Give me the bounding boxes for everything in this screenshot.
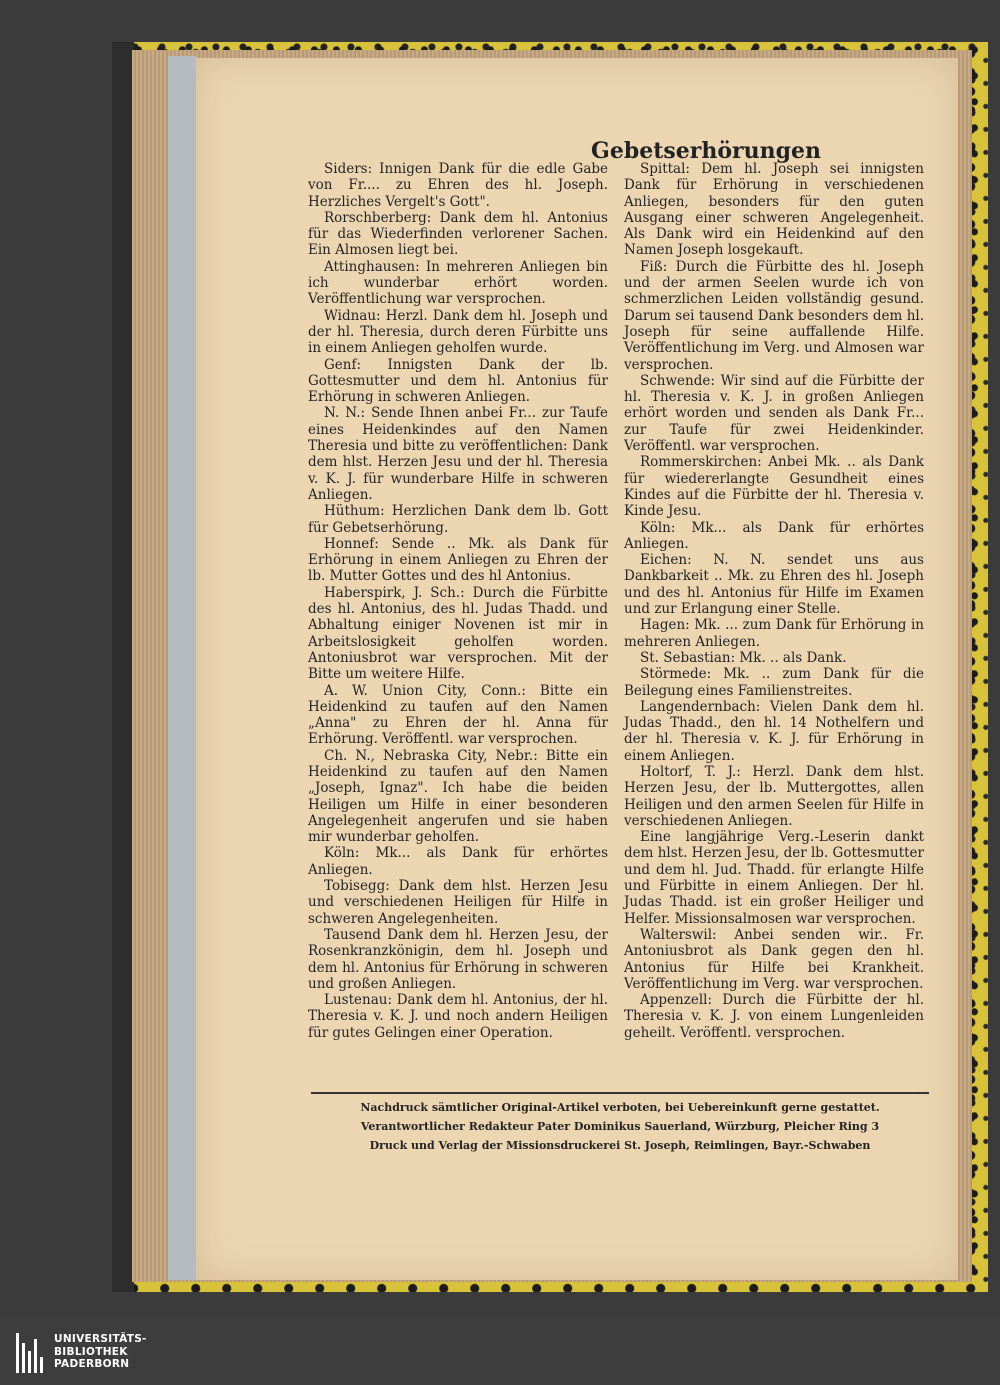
notice-paragraph: Appenzell: Durch die Fürbitte der hl. Theresia v. K. J. von einem Lungenleiden geheilt. Veröffentl. versprochen. — [624, 992, 924, 1041]
notice-paragraph: Störmede: Mk. .. zum Dank für die Beilegung eines Familienstreites. — [624, 666, 924, 699]
notice-paragraph: Haberspirk, J. Sch.: Durch die Fürbitte des hl. Antonius, des hl. Judas Thadd. und Abhaltung einiger Novenen ist mir in Arbeitslosigkeit geholfen worden. Antoniusbrot war versprochen. Mit der Bitte um weitere Hilfe. — [308, 584, 608, 683]
book-spine — [112, 42, 134, 1292]
footer-divider — [311, 1092, 929, 1094]
notice-paragraph: Fiß: Durch die Fürbitte des hl. Joseph und der armen Seelen wurde ich von schmerzlichen Leiden vollständig gesund. Darum sei tausend Dank besonders dem hl. Joseph für seine auffallende Hilfe. Veröffentlichung im Verg. und Almosen war versprochen. — [624, 258, 924, 373]
notice-paragraph: Siders: Innigen Dank für die edle Gabe von Fr.... zu Ehren des hl. Joseph. Herzliches Vergelt's Gott". — [308, 161, 608, 210]
notice-paragraph: Langendernbach: Vielen Dank dem hl. Judas Thadd., den hl. 14 Nothelfern und der hl. Theresia v. K. J. für Erhörung in einem Anliegen. — [624, 698, 924, 764]
page-title: Gebetserhörungen — [591, 138, 821, 164]
imprint-footer — [311, 1098, 929, 1155]
library-logo-line: UNIVERSITÄTS- — [54, 1333, 147, 1345]
notice-paragraph: Rommerskirchen: Anbei Mk. .. als Dank für wiedererlangte Gesundheit eines Kindes auf die Fürbitte der hl. Theresia v. Kinde Jesu. — [624, 454, 924, 520]
notice-paragraph: Spittal: Dem hl. Joseph sei innigsten Dank für Erhörung in verschiedenen Anliegen, besonders für den guten Ausgang einer schweren Angelegenheit. Als Dank wird ein Heidenkind auf den Namen Joseph losgekauft. — [624, 161, 924, 259]
notice-paragraph: Hüthum: Herzlichen Dank dem lb. Gott für Gebetserhörung. — [308, 503, 608, 536]
notice-paragraph: Holtorf, T. J.: Herzl. Dank dem hlst. Herzen Jesu, der lb. Muttergottes, allen Heiligen und den armen Seelen für Hilfe in verschiedenen Anliegen. — [624, 763, 924, 829]
notice-paragraph: Eichen: N. N. sendet uns aus Dankbarkeit .. Mk. zu Ehren des hl. Joseph und des hl. Antonius für Hilfe im Examen und zur Erlangung einer Stelle. — [624, 552, 924, 618]
library-logo-line: BIBLIOTHEK — [54, 1345, 128, 1358]
notice-paragraph: Köln: Mk... als Dank für erhörtes Anliegen. — [624, 519, 924, 552]
notice-paragraph: Tobisegg: Dank dem hlst. Herzen Jesu und verschiedenen Heiligen für Hilfe in schweren Angelegenheiten. — [308, 878, 608, 927]
copyright-notice: Nachdruck sämtlicher Original-Artikel verboten, bei Uebereinkunft gerne gestattet. — [360, 1101, 880, 1114]
page-margin-strip — [168, 56, 196, 1280]
notice-paragraph: Rorschberberg: Dank dem hl. Antonius für das Wiederfinden verlorener Sachen. Ein Almosen liegt bei. — [308, 209, 608, 259]
library-logo-line: PADERBORN — [54, 1358, 130, 1371]
notice-paragraph: N. N.: Sende Ihnen anbei Fr... zur Taufe eines Heidenkindes auf den Namen Theresia und bitte zu veröffentlichen: Dank dem hlst. Herzen Jesu und der hl. Theresia v. K. J. für wunderbare Hilfe in schweren Anliegen. — [308, 405, 608, 503]
library-logo-icon — [16, 1333, 50, 1373]
notice-paragraph: Eine langjährige Verg.-Leserin dankt dem hlst. Herzen Jesu, der lb. Gottesmutter und dem hl. Jud. Thadd. für erlangte Hilfe und Fürbitte in einem Anliegen. Der hl. Judas Thadd. ist ein großer Heiliger und Helfer. Missionsalmosen war versprochen. — [624, 829, 924, 927]
library-logo — [16, 1333, 166, 1373]
notice-paragraph: Schwende: Wir sind auf die Fürbitte der hl. Theresia v. K. J. in großen Anliegen erhört worden und senden als Dank Fr... zur Taufe für zwei Heidenkinder. Veröffentl. war versprochen. — [624, 372, 924, 455]
right-column — [624, 161, 924, 1041]
publisher-line: Druck und Verlag der Missionsdruckerei St. Joseph, Reimlingen, Bayr.-Schwaben — [369, 1139, 871, 1152]
notice-paragraph: Widnau: Herzl. Dank dem hl. Joseph und der hl. Theresia, durch deren Fürbitte uns in einem Anliegen geholfen wurde. — [308, 307, 608, 357]
library-logo-text — [54, 1333, 147, 1371]
notice-paragraph: Hagen: Mk. ... zum Dank für Erhörung in mehreren Anliegen. — [624, 617, 924, 650]
notice-paragraph: St. Sebastian: Mk. .. als Dank. — [640, 649, 847, 666]
notice-paragraph: Tausend Dank dem hl. Herzen Jesu, der Rosenkranzkönigin, dem hl. Joseph und dem hl. Antonius für Erhörung in schweren und großen Anliegen. — [308, 926, 608, 992]
notice-paragraph: Walterswil: Anbei senden wir.. Fr. Antoniusbrot als Dank gegen den hl. Antonius für Hilfe bei Krankheit. Veröffentlichung im Verg. war versprochen. — [624, 926, 924, 992]
notice-paragraph: Genf: Innigsten Dank der lb. Gottesmutter und dem hl. Antonius für Erhörung in schweren Anliegen. — [308, 356, 608, 406]
editor-line: Verantwortlicher Redakteur Pater Dominikus Sauerland, Würzburg, Pleicher Ring 3 — [360, 1120, 880, 1133]
document-page — [196, 58, 958, 1280]
notice-paragraph: Lustenau: Dank dem hl. Antonius, der hl. Theresia v. K. J. und noch andern Heiligen für gutes Gelingen einer Operation. — [308, 992, 608, 1041]
notice-paragraph: Honnef: Sende .. Mk. als Dank für Erhörung in einem Anliegen zu Ehren der lb. Mutter Gottes und des hl Antonius. — [308, 535, 608, 585]
notice-paragraph: Köln: Mk... als Dank für erhörtes Anliegen. — [308, 845, 608, 878]
left-column — [308, 161, 608, 1041]
notice-paragraph: Ch. N., Nebraska City, Nebr.: Bitte ein Heidenkind zu taufen auf den Namen „Joseph, Ignaz". Ich habe die beiden Heiligen um Hilfe in einer besonderen Angelegenheit angerufen und sie haben mir wunderbar geholfen. — [308, 747, 608, 846]
notice-paragraph: Attinghausen: In mehreren Anliegen bin ich wunderbar erhört worden. Veröffentlichung war versprochen. — [308, 258, 608, 308]
notice-paragraph: A. W. Union City, Conn.: Bitte ein Heidenkind zu taufen auf den Namen „Anna" zu Ehren der hl. Anna für Erhörung. Veröffentl. war versprochen. — [308, 682, 608, 748]
